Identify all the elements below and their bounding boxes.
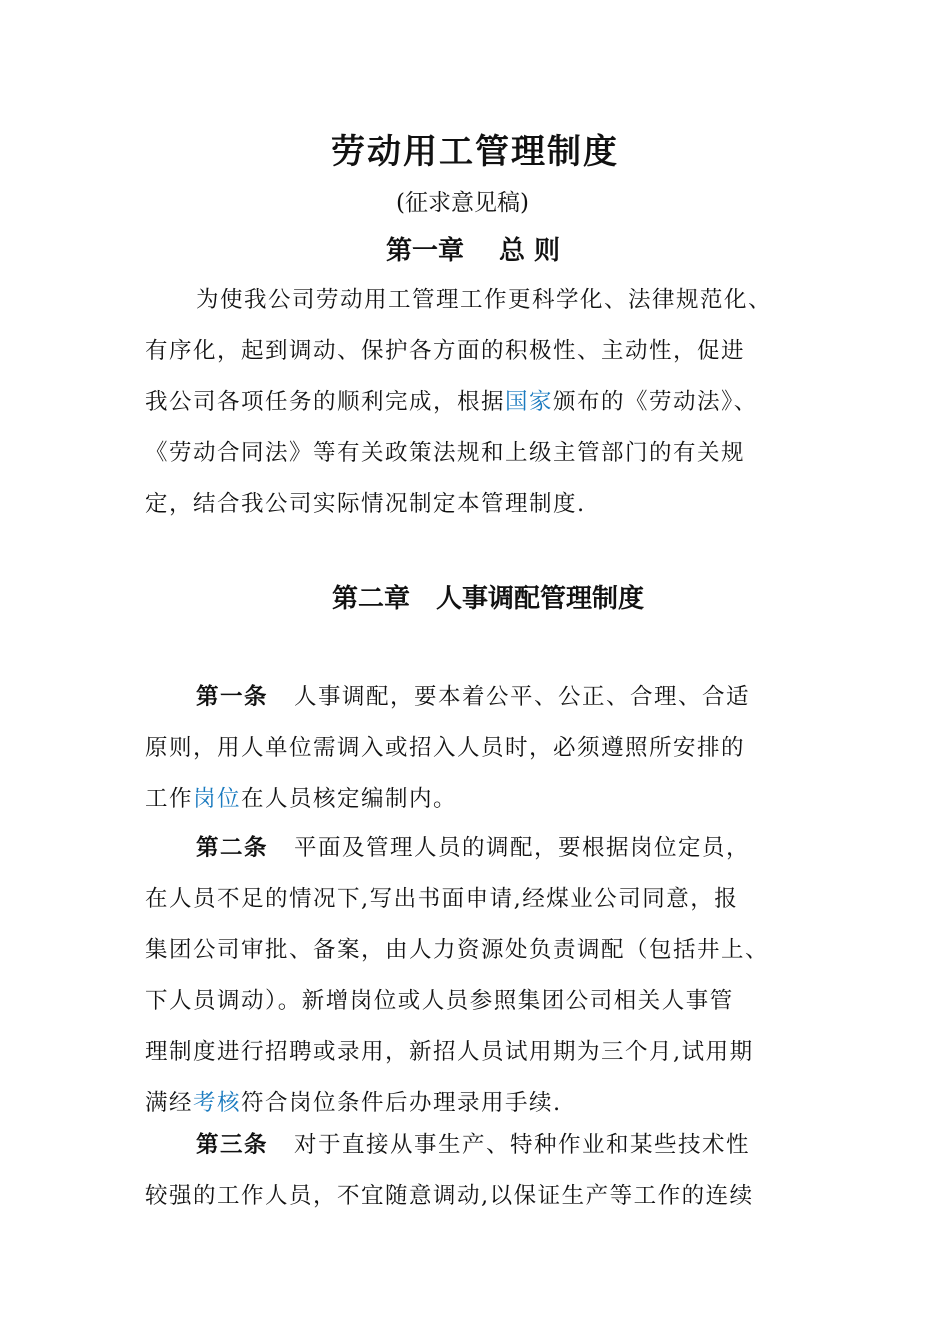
paragraph-line: 下人员调动）。新增岗位或人员参照集团公司相关人事管 (145, 988, 734, 1014)
text-segment: 对于直接从事生产、特种作业和某些技术性 (294, 1132, 751, 1158)
article-label: 第二条 (196, 835, 269, 861)
text-segment: 我公司各项任务的顺利完成，根据 (145, 389, 506, 415)
text-segment: 平面及管理人员的调配，要根据岗位定员， (294, 835, 751, 861)
paragraph-line: 较强的工作人员，不宜随意调动,以保证生产等工作的连续 (145, 1183, 754, 1209)
text-segment: 人事调配，要本着公平、公正、合理、合适 (294, 684, 751, 710)
article-3 (145, 1120, 754, 1222)
link-gangwei[interactable]: 岗位 (193, 786, 242, 812)
paragraph-line (145, 672, 750, 723)
text-segment: 在人员核定编制内。 (241, 786, 458, 812)
link-guojia[interactable]: 国家 (505, 389, 554, 415)
paragraph-line: 集团公司审批、备案，由人力资源处负责调配（包括井上、 (145, 937, 770, 963)
paragraph-line (145, 1120, 754, 1171)
paragraph-line: 理制度进行招聘或录用，新招人员试用期为三个月,试用期 (145, 1039, 754, 1065)
article-2 (145, 823, 769, 1129)
paragraph-line (145, 377, 772, 428)
chapter-1-paragraph (145, 275, 772, 530)
article-label: 第三条 (196, 1132, 269, 1158)
chapter-1-heading: 第一章 总 则 (385, 236, 561, 266)
paragraph-line: 定，结合我公司实际情况制定本管理制度. (145, 491, 586, 517)
text-segment: 颁布的《劳动法》、 (553, 389, 758, 415)
document-title: 劳动用工管理制度 (331, 132, 619, 172)
paragraph-line: 原则，用人单位需调入或招入人员时，必须遵照所安排的 (145, 735, 746, 761)
text-segment: 满经 (145, 1090, 194, 1116)
article-label: 第一条 (196, 684, 269, 710)
paragraph-line (145, 774, 750, 825)
paragraph-line (145, 823, 769, 874)
text-segment: 符合岗位条件后办理录用手续. (241, 1090, 562, 1116)
text-segment: 工作 (145, 786, 194, 812)
paragraph-line: 有序化，起到调动、保护各方面的积极性、主动性，促进 (145, 338, 746, 364)
document-subtitle: (征求意见稿) (396, 190, 529, 216)
link-kaohe[interactable]: 考核 (193, 1090, 242, 1116)
paragraph-line: 《劳动合同法》等有关政策法规和上级主管部门的有关规 (145, 440, 746, 466)
article-1 (145, 672, 750, 825)
paragraph-line: 在人员不足的情况下,写出书面申请,经煤业公司同意，报 (145, 886, 739, 912)
paragraph-line: 为使我公司劳动用工管理工作更科学化、法律规范化、 (196, 287, 773, 313)
chapter-2-heading: 第二章 人事调配管理制度 (331, 584, 644, 614)
